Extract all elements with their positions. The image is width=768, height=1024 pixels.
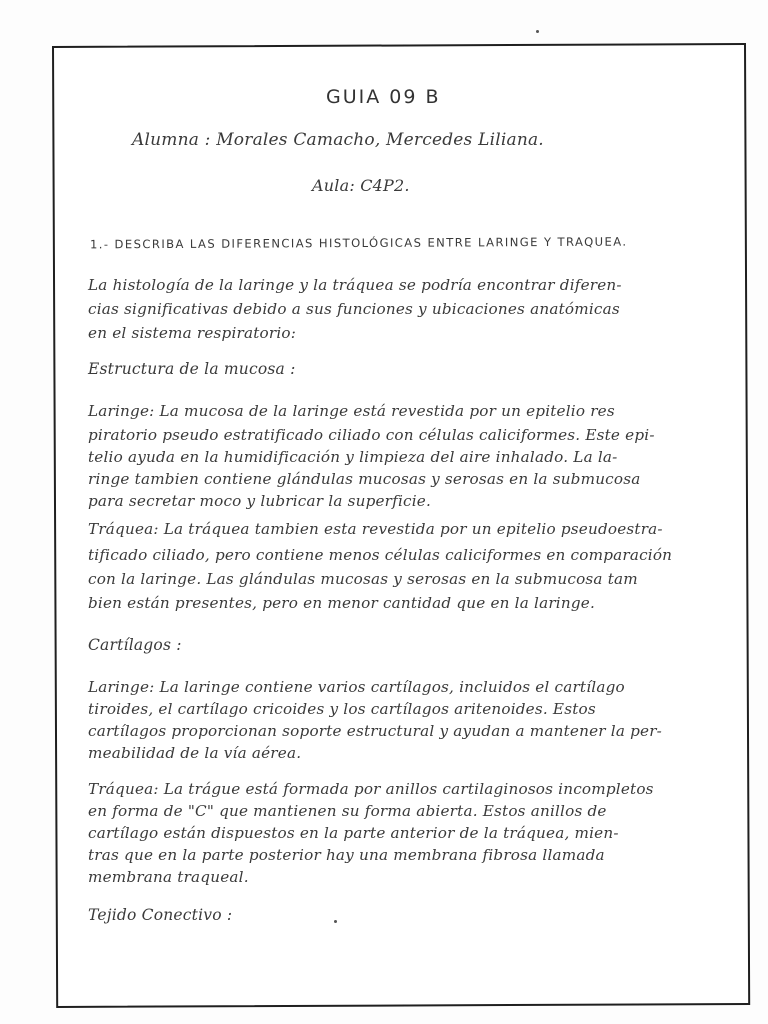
- intro-line: La histología de la laringe y la tráquea se podría encontrar diferen-: [88, 276, 622, 294]
- paragraph-line: para secretar moco y lubricar la superficie.: [88, 492, 431, 510]
- paragraph-line: cartílagos proporcionan soporte estructural y ayudan a mantener la per-: [88, 722, 663, 740]
- paragraph-line: en forma de "C" que mantienen su forma abierta. Estos anillos de: [88, 802, 607, 820]
- paragraph-line: telio ayuda en la humidificación y limpieza del aire inhalado. La la-: [88, 448, 618, 466]
- paragraph-line: Tráquea: La tráquea tambien esta revestida por un epitelio pseudoestra-: [88, 520, 663, 538]
- paragraph-line: piratorio pseudo estratificado ciliado con células caliciformes. Este epi-: [88, 426, 655, 444]
- paragraph-line: membrana traqueal.: [88, 868, 249, 886]
- paragraph-line: Laringe: La laringe contiene varios cartílagos, incluidos el cartílago: [88, 678, 625, 696]
- ink-dot: [536, 30, 539, 33]
- document-title: GUIA 09 B: [326, 86, 441, 108]
- section-heading-tejido: Tejido Conectivo :: [88, 906, 233, 924]
- intro-line: cias significativas debido a sus funciones y ubicaciones anatómicas: [88, 300, 620, 318]
- student-name: Alumna : Morales Camacho, Mercedes Liliana.: [132, 130, 544, 150]
- paragraph-line: tras que en la parte posterior hay una membrana fibrosa llamada: [88, 846, 605, 864]
- paragraph-line: ringe tambien contiene glándulas mucosas y serosas en la submucosa: [88, 470, 641, 488]
- question-heading: 1.- DESCRIBA LAS DIFERENCIAS HISTOLÓGICAS ENTRE LARINGE Y TRAQUEA.: [89, 234, 628, 252]
- paragraph-line: bien están presentes, pero en menor cantidad que en la laringe.: [88, 594, 595, 612]
- paragraph-line: cartílago están dispuestos en la parte anterior de la tráquea, mien-: [88, 824, 619, 842]
- paragraph-line: Laringe: La mucosa de la laringe está revestida por un epitelio res: [88, 402, 615, 420]
- section-heading-cartilagos: Cartílagos :: [88, 636, 182, 654]
- ink-dot: [334, 920, 337, 923]
- paragraph-line: Tráquea: La trágue está formada por anillos cartilaginosos incompletos: [88, 780, 654, 798]
- section-heading-mucosa: Estructura de la mucosa :: [88, 360, 296, 378]
- paragraph-line: meabilidad de la vía aérea.: [88, 744, 302, 762]
- paragraph-line: tificado ciliado, pero contiene menos células caliciformes en comparación: [88, 546, 673, 564]
- paragraph-line: con la laringe. Las glándulas mucosas y serosas en la submucosa tam: [88, 570, 638, 588]
- paragraph-line: tiroides, el cartílago cricoides y los cartílagos aritenoides. Estos: [88, 700, 596, 718]
- intro-line: en el sistema respiratorio:: [88, 324, 297, 342]
- classroom-label: Aula: C4P2.: [312, 176, 410, 195]
